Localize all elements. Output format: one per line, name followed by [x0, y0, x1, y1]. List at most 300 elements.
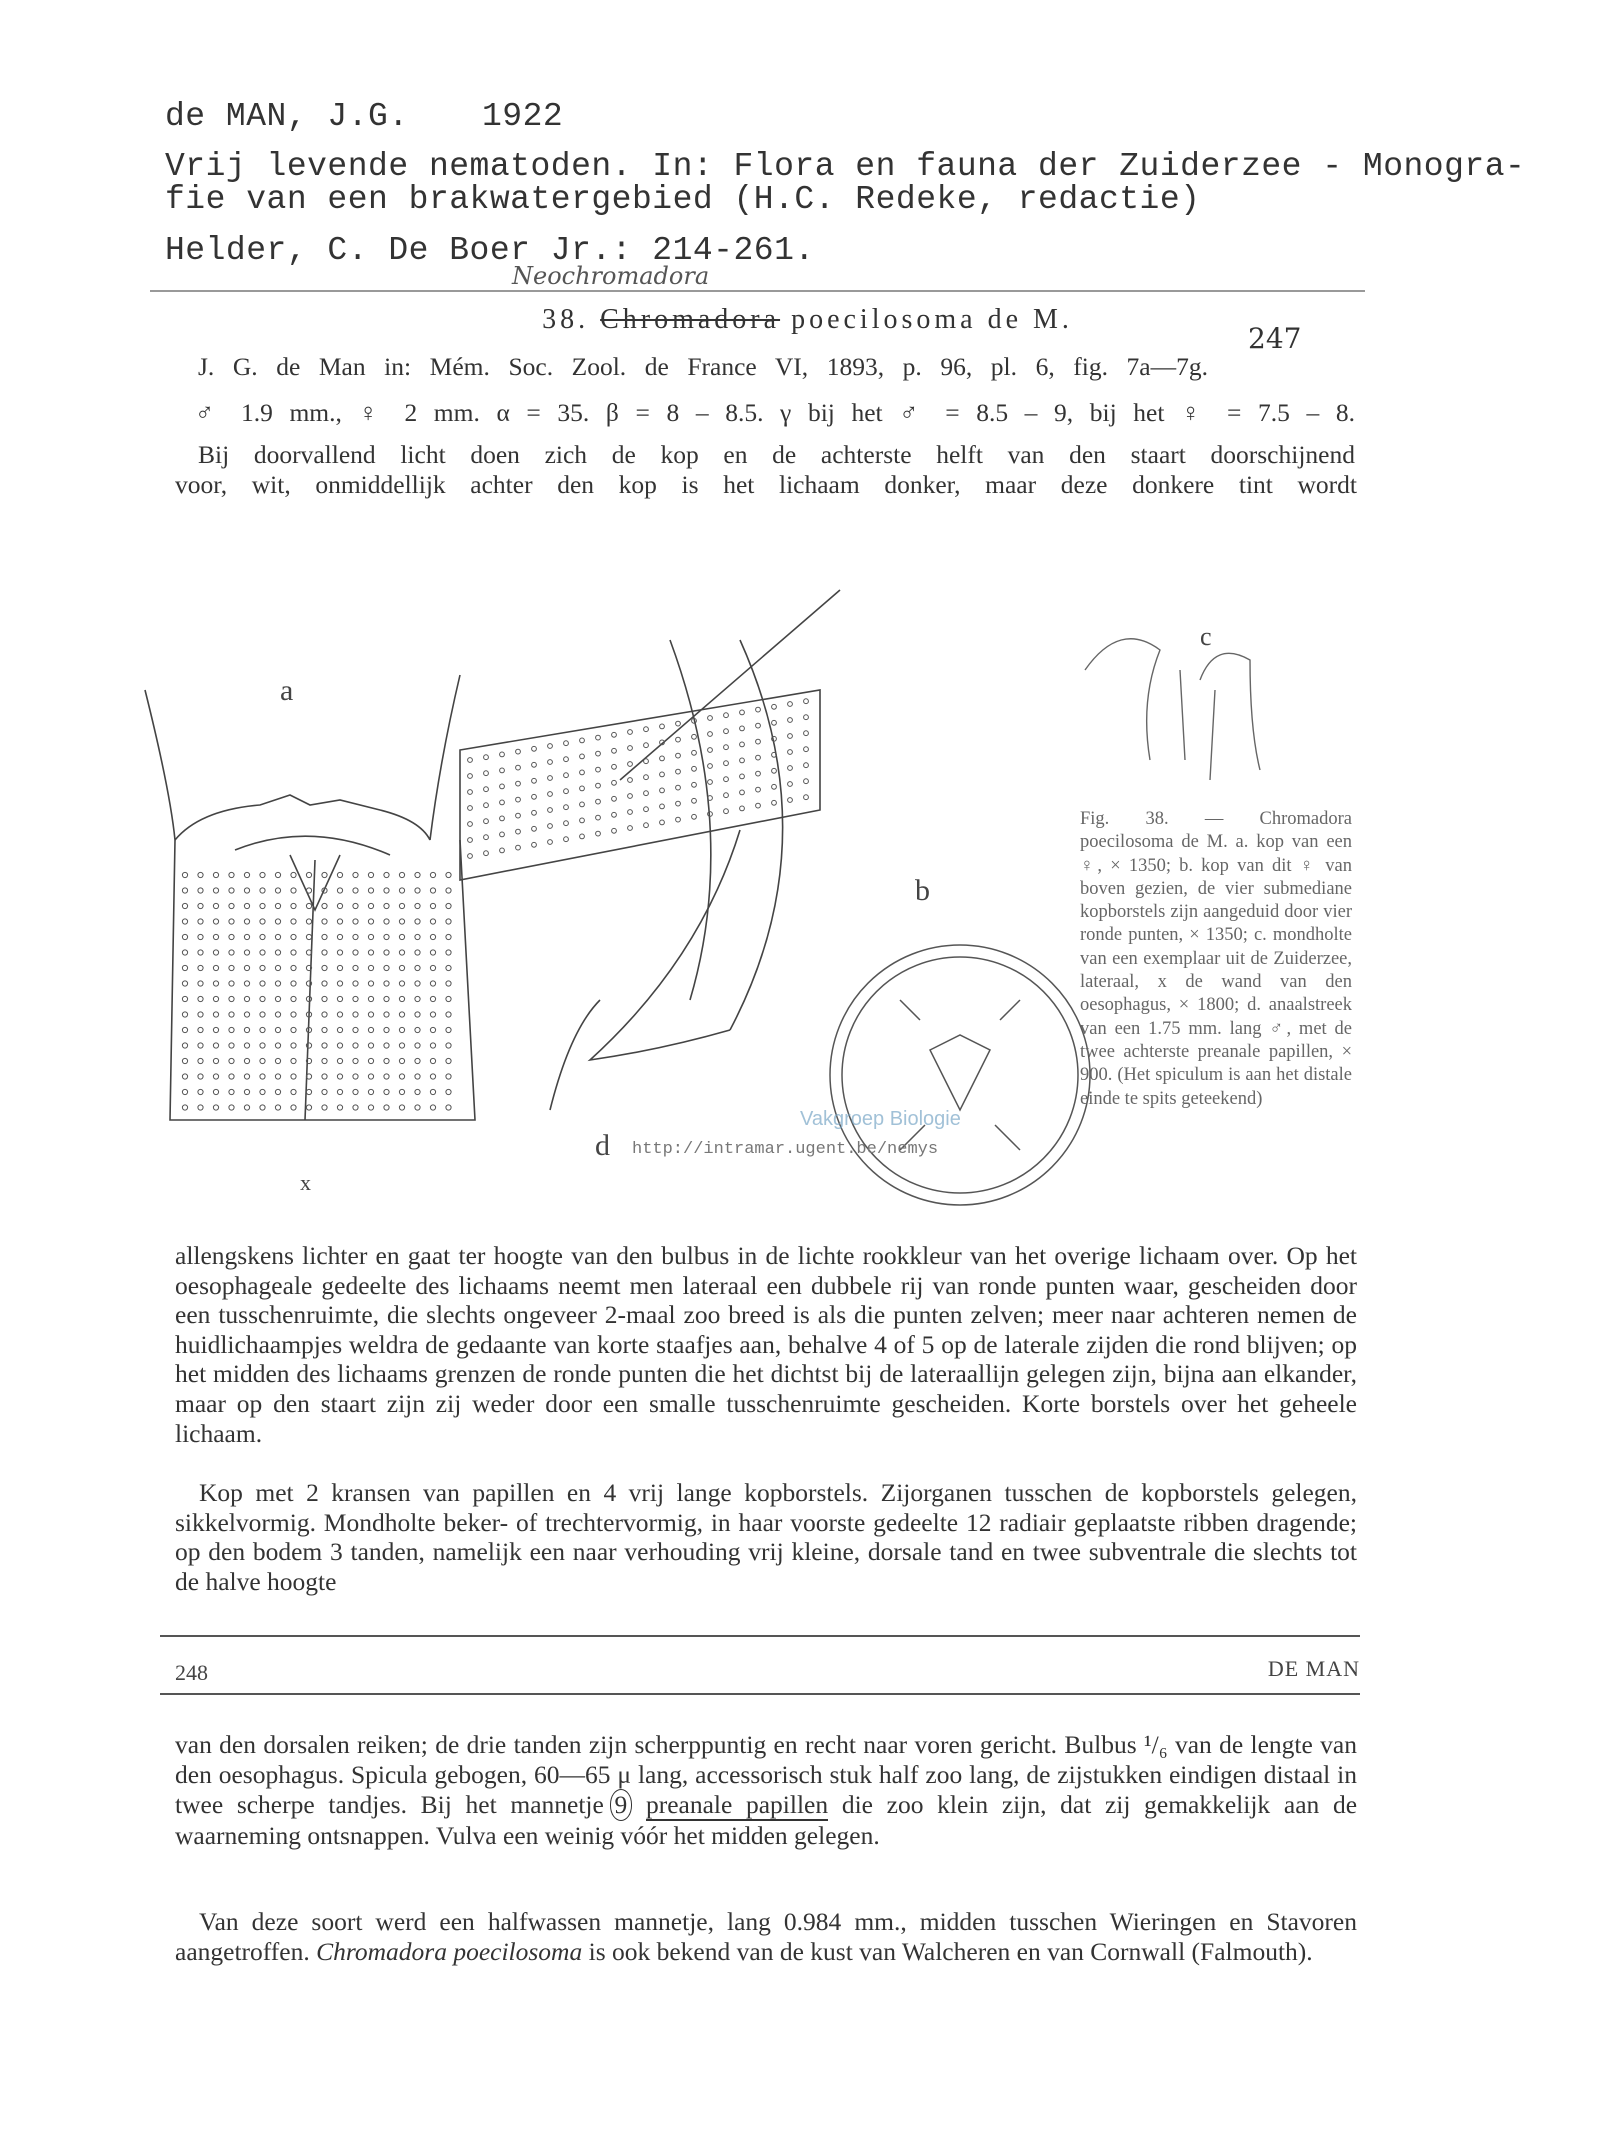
- cuticle-dot: [213, 996, 218, 1001]
- figure-label-a: a: [280, 674, 294, 707]
- cuticle-dot: [322, 965, 327, 970]
- cuticle-dot: [229, 919, 234, 924]
- cuticle-dot: [804, 715, 809, 720]
- cuticle-dot: [756, 707, 761, 712]
- cuticle-dot: [368, 981, 373, 986]
- cuticle-dot: [415, 1105, 420, 1110]
- cuticle-dot: [337, 903, 342, 908]
- cuticle-dot: [306, 919, 311, 924]
- cuticle-dot: [692, 814, 697, 819]
- cuticle-dot: [724, 745, 729, 750]
- cuticle-dot: [430, 996, 435, 1001]
- cuticle-dot: [740, 726, 745, 731]
- page2-paragraph-1: [175, 1730, 1357, 1850]
- cuticle-dot: [446, 919, 451, 924]
- cuticle-dot: [244, 950, 249, 955]
- cuticle-dot: [182, 1105, 187, 1110]
- cuticle-dot: [446, 903, 451, 908]
- cuticle-dot: [291, 950, 296, 955]
- cuticle-dot: [399, 888, 404, 893]
- cuticle-dot: [676, 769, 681, 774]
- cuticle-dot: [337, 1012, 342, 1017]
- cuticle-dot: [692, 734, 697, 739]
- species-name-italic: Chromadora poecilosoma: [316, 1936, 583, 1966]
- cuticle-dot: [660, 804, 665, 809]
- running-head-rule-bottom: [160, 1693, 1360, 1695]
- cuticle-dot: [596, 767, 601, 772]
- cuticle-dot: [384, 1105, 389, 1110]
- figure-a-head: [145, 675, 475, 1120]
- cuticle-dot: [564, 821, 569, 826]
- cuticle-dot: [468, 806, 473, 811]
- cuticle-dot: [306, 872, 311, 877]
- cuticle-dot: [368, 934, 373, 939]
- cuticle-dot: [516, 797, 521, 802]
- cuticle-dot: [644, 807, 649, 812]
- cuticle-dot: [260, 1043, 265, 1048]
- cuticle-dot: [229, 1043, 234, 1048]
- cuticle-dot: [322, 1105, 327, 1110]
- cuticle-dot: [500, 848, 505, 853]
- cuticle-dot: [368, 1089, 373, 1094]
- cuticle-dot: [612, 732, 617, 737]
- cuticle-dot: [708, 764, 713, 769]
- cuticle-dot: [596, 799, 601, 804]
- cuticle-dot: [500, 816, 505, 821]
- cuticle-dot: [229, 1058, 234, 1063]
- cuticle-dot: [337, 1074, 342, 1079]
- cuticle-dot: [229, 888, 234, 893]
- cuticle-dot: [198, 919, 203, 924]
- cuticle-dot: [644, 743, 649, 748]
- cuticle-dot: [244, 1012, 249, 1017]
- cuticle-dot: [430, 1089, 435, 1094]
- cuticle-dot: [275, 1012, 280, 1017]
- cuticle-dot: [788, 782, 793, 787]
- underlined-text: preanale papillen: [645, 1790, 829, 1820]
- cuticle-dot: [628, 826, 633, 831]
- cuticle-dot: [337, 872, 342, 877]
- cuticle-dot: [708, 716, 713, 721]
- cuticle-dot: [229, 872, 234, 877]
- species-genus: Chromadora: [600, 304, 781, 335]
- cuticle-dot: [804, 795, 809, 800]
- cuticle-dot: [275, 934, 280, 939]
- cuticle-dot: [500, 800, 505, 805]
- cuticle-dot: [291, 1058, 296, 1063]
- cuticle-dot: [399, 919, 404, 924]
- cuticle-dot: [516, 845, 521, 850]
- cuticle-dot: [213, 965, 218, 970]
- cuticle-dot: [468, 822, 473, 827]
- cuticle-dot: [446, 1058, 451, 1063]
- cuticle-dot: [612, 780, 617, 785]
- cuticle-dot: [260, 981, 265, 986]
- cuticle-dot: [415, 950, 420, 955]
- cuticle-dot: [260, 888, 265, 893]
- cuticle-dot: [337, 1058, 342, 1063]
- cuticle-dot: [756, 755, 761, 760]
- cuticle-dot: [291, 1105, 296, 1110]
- cuticle-dot: [772, 784, 777, 789]
- cuticle-dot: [430, 1058, 435, 1063]
- cuticle-dot: [384, 872, 389, 877]
- cuticle-dot: [446, 1074, 451, 1079]
- cuticle-dot: [415, 1043, 420, 1048]
- cuticle-dot: [384, 1058, 389, 1063]
- cuticle-dot: [628, 794, 633, 799]
- cuticle-dot: [756, 739, 761, 744]
- species-number: 38.: [542, 304, 590, 335]
- cuticle-dot: [484, 771, 489, 776]
- cuticle-dot: [337, 1105, 342, 1110]
- cuticle-dot: [260, 903, 265, 908]
- cuticle-dot: [399, 934, 404, 939]
- cuticle-dot: [415, 919, 420, 924]
- cuticle-dot: [291, 1089, 296, 1094]
- cuticle-dot: [430, 965, 435, 970]
- reference-title-line2: fie van een brakwatergebied (H.C. Redeke, redactie): [165, 181, 1201, 218]
- cuticle-dot: [368, 1105, 373, 1110]
- cuticle-dot: [446, 950, 451, 955]
- cuticle-dot: [353, 965, 358, 970]
- page2-text: die zoo klein zijn, dat zij gemakkelijk aan de waarneming ontsnappen. Vulva een weinig vóór het midden gelegen.: [175, 1790, 1358, 1850]
- cuticle-dot: [337, 888, 342, 893]
- cuticle-dot: [446, 1089, 451, 1094]
- cuticle-dot: [644, 791, 649, 796]
- cuticle-dot: [260, 965, 265, 970]
- cuticle-dot: [229, 1027, 234, 1032]
- cuticle-dot: [275, 996, 280, 1001]
- watermark-text: Vakgroep Biologie: [800, 1108, 961, 1130]
- cuticle-dot: [596, 783, 601, 788]
- cuticle-dot: [229, 950, 234, 955]
- cuticle-dot: [415, 1027, 420, 1032]
- cuticle-dot: [322, 1043, 327, 1048]
- cuticle-dot: [772, 800, 777, 805]
- cuticle-dot: [198, 888, 203, 893]
- cuticle-dot: [484, 787, 489, 792]
- cuticle-dot: [516, 749, 521, 754]
- cuticle-dot: [244, 1074, 249, 1079]
- cuticle-dot: [644, 823, 649, 828]
- cuticle-dot: [260, 950, 265, 955]
- cuticle-dot: [740, 774, 745, 779]
- cuticle-dot: [291, 996, 296, 1001]
- cuticle-dot: [628, 810, 633, 815]
- citation: J. G. de Man in: Mém. Soc. Zool. de France VI, 1893, p. 96, pl. 6, fig. 7a—7g.: [198, 352, 1208, 381]
- cuticle-dot: [198, 996, 203, 1001]
- cuticle-dot: [384, 1043, 389, 1048]
- cuticle-dot: [229, 1012, 234, 1017]
- cuticle-dot: [229, 981, 234, 986]
- cuticle-dot: [384, 950, 389, 955]
- cuticle-dot: [260, 934, 265, 939]
- cuticle-dot: [368, 903, 373, 908]
- cuticle-dot: [384, 996, 389, 1001]
- cuticle-dot: [399, 903, 404, 908]
- intro-line-1: Bij doorvallend licht doen zich de kop en de achterste helft van den staart doorschijnend: [198, 440, 1355, 469]
- cuticle-dot: [580, 786, 585, 791]
- cuticle-dot: [446, 1012, 451, 1017]
- header-rule: [150, 290, 1365, 292]
- cuticle-dot: [399, 1043, 404, 1048]
- cuticle-dot: [692, 798, 697, 803]
- cuticle-dot: [275, 903, 280, 908]
- cuticle-dot: [756, 803, 761, 808]
- running-head-author: DE MAN: [1267, 1656, 1360, 1681]
- cuticle-dot: [244, 1043, 249, 1048]
- cuticle-dot: [260, 1027, 265, 1032]
- cuticle-dot: [548, 776, 553, 781]
- cuticle-dot: [468, 758, 473, 763]
- cuticle-dot: [399, 965, 404, 970]
- cuticle-dot: [198, 1043, 203, 1048]
- intro-line-2: voor, wit, onmiddellijk achter den kop is het lichaam donker, maar deze donkere tint wordt: [175, 470, 1357, 499]
- cuticle-dot: [430, 934, 435, 939]
- cuticle-dot: [500, 832, 505, 837]
- cuticle-dot: [804, 763, 809, 768]
- cuticle-dot: [676, 753, 681, 758]
- cuticle-dot: [399, 1074, 404, 1079]
- cuticle-dot: [676, 721, 681, 726]
- cuticle-dot: [548, 824, 553, 829]
- cuticle-dot: [740, 742, 745, 747]
- cuticle-dot: [484, 851, 489, 856]
- cuticle-dot: [182, 965, 187, 970]
- cuticle-dot: [724, 761, 729, 766]
- cuticle-dot: [213, 1043, 218, 1048]
- cuticle-dot: [415, 996, 420, 1001]
- cuticle-dot: [580, 818, 585, 823]
- cuticle-dot: [275, 1074, 280, 1079]
- cuticle-dot: [182, 934, 187, 939]
- cuticle-dot: [322, 919, 327, 924]
- cuticle-dot: [446, 872, 451, 877]
- cuticle-dot: [430, 872, 435, 877]
- cuticle-dot: [337, 950, 342, 955]
- reference-author: de MAN, J.G.: [165, 98, 409, 135]
- cuticle-dot: [337, 934, 342, 939]
- cuticle-dot: [198, 950, 203, 955]
- cuticle-dot: [198, 1027, 203, 1032]
- cuticle-dot: [275, 981, 280, 986]
- cuticle-dot: [244, 888, 249, 893]
- cuticle-dot: [213, 903, 218, 908]
- cuticle-dot: [213, 872, 218, 877]
- cuticle-dot: [484, 835, 489, 840]
- cuticle-dot: [260, 1012, 265, 1017]
- cuticle-dot: [213, 950, 218, 955]
- cuticle-dot: [415, 934, 420, 939]
- figure-label-x: x: [300, 1170, 311, 1195]
- cuticle-dot: [415, 1074, 420, 1079]
- cuticle-dot: [182, 996, 187, 1001]
- cuticle-dot: [446, 981, 451, 986]
- cuticle-dot: [532, 778, 537, 783]
- cuticle-dot: [353, 903, 358, 908]
- cuticle-dot: [399, 1012, 404, 1017]
- cuticle-dot: [399, 950, 404, 955]
- cuticle-dot: [484, 819, 489, 824]
- cuticle-dot: [430, 1074, 435, 1079]
- cuticle-dot: [182, 1043, 187, 1048]
- cuticle-dot: [322, 996, 327, 1001]
- cuticle-dot: [676, 817, 681, 822]
- cuticle-dot: [446, 1027, 451, 1032]
- cuticle-dot: [612, 812, 617, 817]
- reference-publisher: Helder, C. De Boer Jr.: 214-261.: [165, 232, 815, 269]
- cuticle-dot: [804, 779, 809, 784]
- cuticle-dot: [244, 1058, 249, 1063]
- cuticle-dot: [596, 751, 601, 756]
- cuticle-dot: [564, 741, 569, 746]
- cuticle-dot: [368, 996, 373, 1001]
- cuticle-dot: [368, 919, 373, 924]
- cuticle-dot: [500, 768, 505, 773]
- cuticle-dot: [415, 1012, 420, 1017]
- page2-text: van den dorsalen reiken; de drie tanden zijn scherppuntig en recht naar voren gericht. Bulbus ¹/₆ van de lengte van den oesophagus. Spicula gebogen, 60—65 μ lang, accessorisch stuk half zoo lang, de zijstukken eindigen distaal in twee scherpe tandjes. Bij het mannetje: [175, 1730, 1357, 1820]
- cuticle-dot: [368, 1043, 373, 1048]
- cuticle-dot: [384, 981, 389, 986]
- cuticle-dot: [430, 919, 435, 924]
- cuticle-dot: [368, 965, 373, 970]
- cuticle-dot: [244, 1089, 249, 1094]
- cuticle-dot: [182, 1027, 187, 1032]
- cuticle-dot: [612, 764, 617, 769]
- cuticle-dot: [676, 801, 681, 806]
- cuticle-dot: [353, 981, 358, 986]
- cuticle-dot: [198, 1012, 203, 1017]
- cuticle-dot: [291, 872, 296, 877]
- cuticle-dot: [337, 965, 342, 970]
- cuticle-dot: [724, 729, 729, 734]
- cuticle-dot: [532, 842, 537, 847]
- cuticle-dot: [322, 934, 327, 939]
- cuticle-dot: [291, 1074, 296, 1079]
- cuticle-dot: [532, 762, 537, 767]
- cuticle-dot: [229, 1089, 234, 1094]
- cuticle-dot: [415, 981, 420, 986]
- cuticle-dot: [337, 996, 342, 1001]
- cuticle-dot: [337, 1089, 342, 1094]
- watermark-url: http://intramar.ugent.be/nemys: [632, 1140, 939, 1159]
- cuticle-dot: [415, 888, 420, 893]
- cuticle-dot: [213, 934, 218, 939]
- cuticle-dot: [740, 758, 745, 763]
- cuticle-dot: [788, 718, 793, 723]
- cuticle-dot: [337, 1027, 342, 1032]
- cuticle-dot: [322, 1058, 327, 1063]
- cuticle-dot: [596, 735, 601, 740]
- cuticle-dot: [692, 750, 697, 755]
- cuticle-dot: [446, 1105, 451, 1110]
- cuticle-dot: [516, 829, 521, 834]
- cuticle-dot: [676, 785, 681, 790]
- cuticle-dot: [564, 837, 569, 842]
- cuticle-dot: [430, 1012, 435, 1017]
- cuticle-dot: [660, 724, 665, 729]
- cuticle-dot: [213, 1012, 218, 1017]
- circled-number: 9: [610, 1789, 633, 1821]
- cuticle-dot: [306, 934, 311, 939]
- cuticle-dot: [804, 699, 809, 704]
- cuticle-dot: [468, 790, 473, 795]
- cuticle-dot: [368, 1012, 373, 1017]
- cuticle-dot: [660, 820, 665, 825]
- cuticle-dot: [244, 872, 249, 877]
- cuticle-dot: [182, 903, 187, 908]
- cuticle-dot: [384, 1027, 389, 1032]
- cuticle-dot: [213, 981, 218, 986]
- cuticle-dot: [275, 1027, 280, 1032]
- cuticle-dot: [275, 872, 280, 877]
- cuticle-dot: [260, 1074, 265, 1079]
- cuticle-dot: [548, 760, 553, 765]
- cuticle-dot: [244, 919, 249, 924]
- cuticle-dot: [788, 798, 793, 803]
- cuticle-dot: [430, 1105, 435, 1110]
- cuticle-dot: [446, 996, 451, 1001]
- cuticle-dot: [788, 702, 793, 707]
- cuticle-dot: [564, 773, 569, 778]
- cuticle-dot: [213, 1058, 218, 1063]
- cuticle-dot: [644, 727, 649, 732]
- cuticle-dot: [740, 710, 745, 715]
- cuticle-dot: [708, 732, 713, 737]
- cuticle-dot: [628, 762, 633, 767]
- cuticle-dot: [430, 888, 435, 893]
- cuticle-dot: [182, 1012, 187, 1017]
- cuticle-dot: [275, 965, 280, 970]
- body-paragraph-2: Kop met 2 kransen van papillen en 4 vrij lange kopborstels. Zijorganen tusschen de kopborstels gelegen, sikkelvormig. Mondholte beker- of trechtervormig, in haar voorste gedeelte 12 radiair geplaatste ribben dragende; op den bodem 3 tanden, namelijk een naar verhouding vrij kleine, dorsale tand en twee subventrale die slechts tot de halve hoogte: [175, 1478, 1357, 1596]
- cuticle-dot: [260, 872, 265, 877]
- cuticle-dot: [612, 748, 617, 753]
- running-head-rule-top: [160, 1635, 1360, 1637]
- cuticle-dot: [399, 1089, 404, 1094]
- cuticle-dot: [740, 790, 745, 795]
- cuticle-dot: [644, 775, 649, 780]
- cuticle-dot: [198, 1058, 203, 1063]
- handwritten-page-number: 247: [1248, 322, 1302, 355]
- cuticle-dot: [368, 1074, 373, 1079]
- handwritten-genus: Neochromadora: [512, 262, 710, 290]
- cuticle-dot: [399, 1058, 404, 1063]
- cuticle-dot: [244, 1105, 249, 1110]
- cuticle-dot: [596, 831, 601, 836]
- cuticle-dot: [564, 805, 569, 810]
- cuticle-dot: [772, 720, 777, 725]
- cuticle-dot: [182, 1074, 187, 1079]
- cuticle-dot: [198, 872, 203, 877]
- cuticle-dot: [291, 1012, 296, 1017]
- species-epithet: poecilosoma de M.: [791, 304, 1073, 335]
- cuticle-dot: [353, 919, 358, 924]
- cuticle-dot: [548, 744, 553, 749]
- figure-label-c: c: [1200, 622, 1212, 651]
- cuticle-dot: [198, 965, 203, 970]
- cuticle-dot: [500, 784, 505, 789]
- cuticle-dot: [676, 737, 681, 742]
- cuticle-dot: [306, 1105, 311, 1110]
- cuticle-dot: [368, 1058, 373, 1063]
- cuticle-dot: [430, 1043, 435, 1048]
- cuticle-dot: [275, 1058, 280, 1063]
- cuticle-dot: [260, 919, 265, 924]
- cuticle-dot: [660, 788, 665, 793]
- cuticle-dot: [229, 903, 234, 908]
- cuticle-dot: [384, 1089, 389, 1094]
